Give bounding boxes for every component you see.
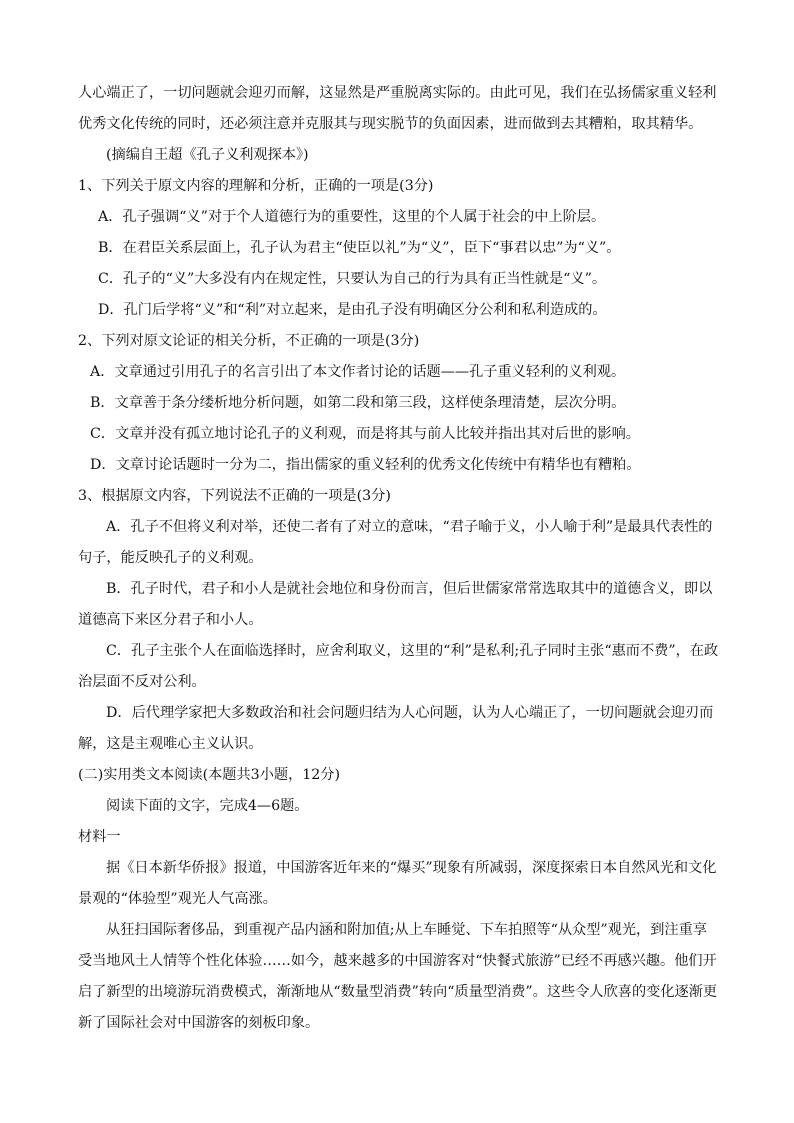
question-2-option-c: C．文章并没有孤立地讨论孔子的义利观，而是将其与前人比较并指出其对后世的影响。 bbox=[90, 426, 640, 442]
question-1-stem: 1、下列关于原文内容的理解和分析，正确的一项是(3分) bbox=[78, 178, 434, 194]
question-2-stem: 2、下列对原文论证的相关分析，不正确的一项是(3分) bbox=[78, 333, 420, 349]
question-1 bbox=[78, 171, 720, 326]
passage-source: (摘编自王超《孔子义利观探本》) bbox=[106, 147, 309, 163]
passage-ending-paragraph: 人心端正了，一切问题就会迎刃而解，这显然是严重脱离实际的。由此可见，我们在弘扬儒家重义轻利优秀文化传统的同时，还必须注意并克服其与现实脱节的负面因素，进而做到去其糟粕，取其精华。 bbox=[78, 85, 717, 132]
section-2-instruction: 阅读下面的文字，完成4—6题。 bbox=[106, 798, 309, 814]
question-3-stem: 3、根据原文内容，下列说法不正确的一项是(3分) bbox=[78, 488, 391, 504]
question-2-option-a: A．文章通过引用孔子的名言引出了本文作者讨论的话题——孔子重义轻利的义利观。 bbox=[90, 364, 626, 380]
question-3 bbox=[78, 481, 720, 760]
question-3-option-a: A．孔子不但将义利对举，还使二者有了对立的意味，“君子喻于义，小人喻于利”是最具代表性的句子，能反映孔子的义利观。 bbox=[78, 519, 713, 566]
question-2-option-b: B．文章善于条分缕析地分析问题，如第二段和第三段，这样使条理清楚，层次分明。 bbox=[90, 395, 626, 411]
material-paragraph-1: 据《日本新华侨报》报道，中国游客近年来的“爆买”现象有所减弱，深度探索日本自然风光和文化景观的“体验型”观光人气高涨。 bbox=[78, 860, 717, 907]
question-2-option-d: D．文章讨论话题时一分为二，指出儒家的重义轻利的优秀文化传统中有精华也有糟粕。 bbox=[90, 457, 641, 473]
question-2 bbox=[78, 326, 720, 481]
question-3-option-d: D．后代理学家把大多数政治和社会问题归结为人心问题，认为人心端正了，一切问题就会迎刃而解，这是主观唯心主义认识。 bbox=[78, 705, 714, 752]
question-1-option-b: B．在君臣关系层面上，孔子认为君主“使臣以礼”为“义”，臣下“事君以忠”为“义”。 bbox=[98, 240, 621, 256]
question-1-option-a: A．孔子强调“义”对于个人道德行为的重要性，这里的个人属于社会的中上阶层。 bbox=[98, 209, 606, 225]
document-page bbox=[78, 78, 720, 1039]
question-3-option-b: B．孔子时代，君子和小人是就社会地位和身份而言，但后世儒家常常选取其中的道德含义，即以道德高下来区分君子和小人。 bbox=[78, 581, 713, 628]
question-3-option-c: C．孔子主张个人在面临选择时，应舍利取义，这里的“利”是私利;孔子同时主张“惠而不费”，在政治层面不反对公利。 bbox=[78, 643, 719, 690]
section-2 bbox=[78, 760, 720, 1039]
material-paragraph-2: 从狂扫国际奢侈品，到重视产品内涵和附加值;从上车睡觉、下车拍照等“从众型”观光，到注重享受当地风土人情等个性化体验……如今，越来越多的中国游客对“快餐式旅游”已经不再感兴趣。他们开启了新型的出境游玩消费模式，渐渐地从“数量型消费”转向“质量型消费”。这些令人欣喜的变化逐渐更新了国际社会对中国游客的刻板印象。 bbox=[78, 922, 718, 1031]
question-1-option-d: D．孔门后学将“义”和“利”对立起来，是由孔子没有明确区分公利和私利造成的。 bbox=[98, 302, 607, 318]
section-2-heading: (二)实用类文本阅读(本题共3小题，12分) bbox=[78, 767, 341, 783]
material-label: 材料一 bbox=[78, 829, 121, 845]
question-1-option-c: C．孔子的“义”大多没有内在规定性，只要认为自己的行为具有正当性就是“义”。 bbox=[98, 271, 607, 287]
